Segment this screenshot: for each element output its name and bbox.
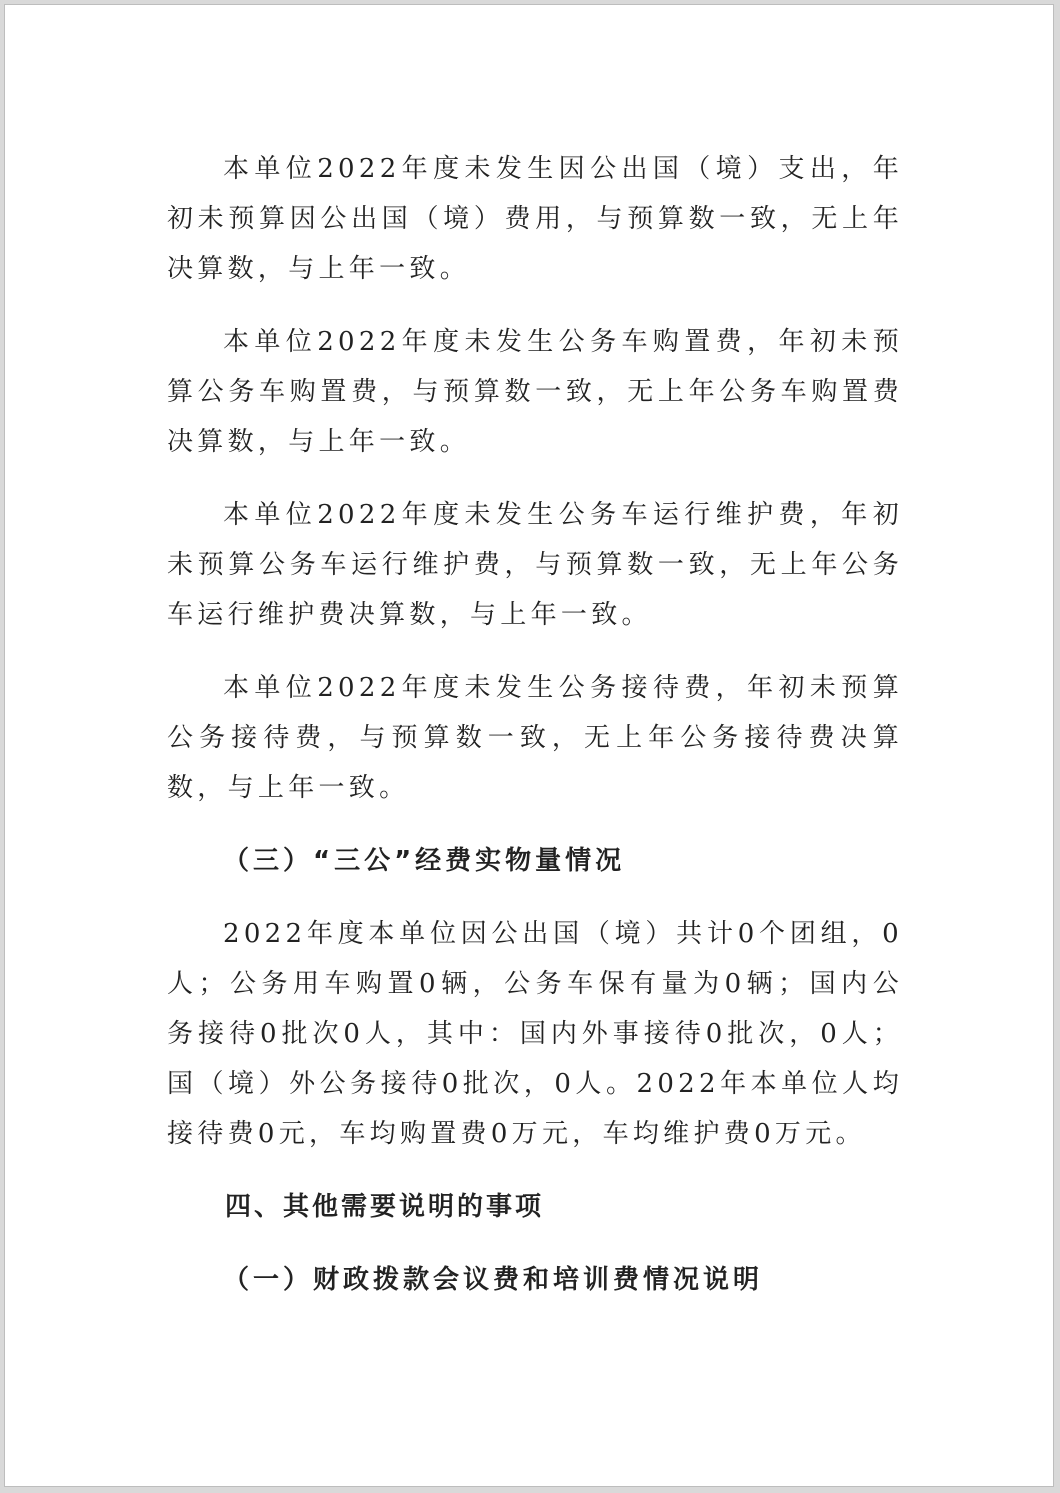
paragraph-vehicle-maintenance: 本单位2022年度未发生公务车运行维护费，年初未预算公务车运行维护费，与预算数一致，无上年公务车运行维护费决算数，与上年一致。 (167, 500, 903, 630)
paragraph-vehicle-purchase: 本单位2022年度未发生公务车购置费，年初未预算公务车购置费，与预算数一致，无上年公务车购置费决算数，与上年一致。 (167, 327, 903, 457)
section-heading-meeting-training: （一）财政拨款会议费和培训费情况说明 (223, 1265, 764, 1295)
document-body (167, 144, 903, 1328)
section-heading-physical-quantity: （三）“三公”经费实物量情况 (223, 846, 626, 876)
paragraph-physical-quantity: 2022年度本单位因公出国（境）共计0个团组，0人；公务用车购置0辆，公务车保有量为0辆；国内公务接待0批次0人，其中：国内外事接待0批次，0人；国（境）外公务接待0批次，0人。2022年本单位人均接待费0元，车均购置费0万元，车均维护费0万元。 (167, 919, 903, 1149)
document-page (4, 4, 1054, 1487)
section-heading-other-matters: 四、其他需要说明的事项 (225, 1192, 545, 1222)
paragraph-outbound-travel: 本单位2022年度未发生因公出国（境）支出，年初未预算因公出国（境）费用，与预算数一致，无上年决算数，与上年一致。 (167, 154, 903, 284)
paragraph-reception: 本单位2022年度未发生公务接待费，年初未预算公务接待费，与预算数一致，无上年公务接待费决算数，与上年一致。 (167, 673, 903, 803)
